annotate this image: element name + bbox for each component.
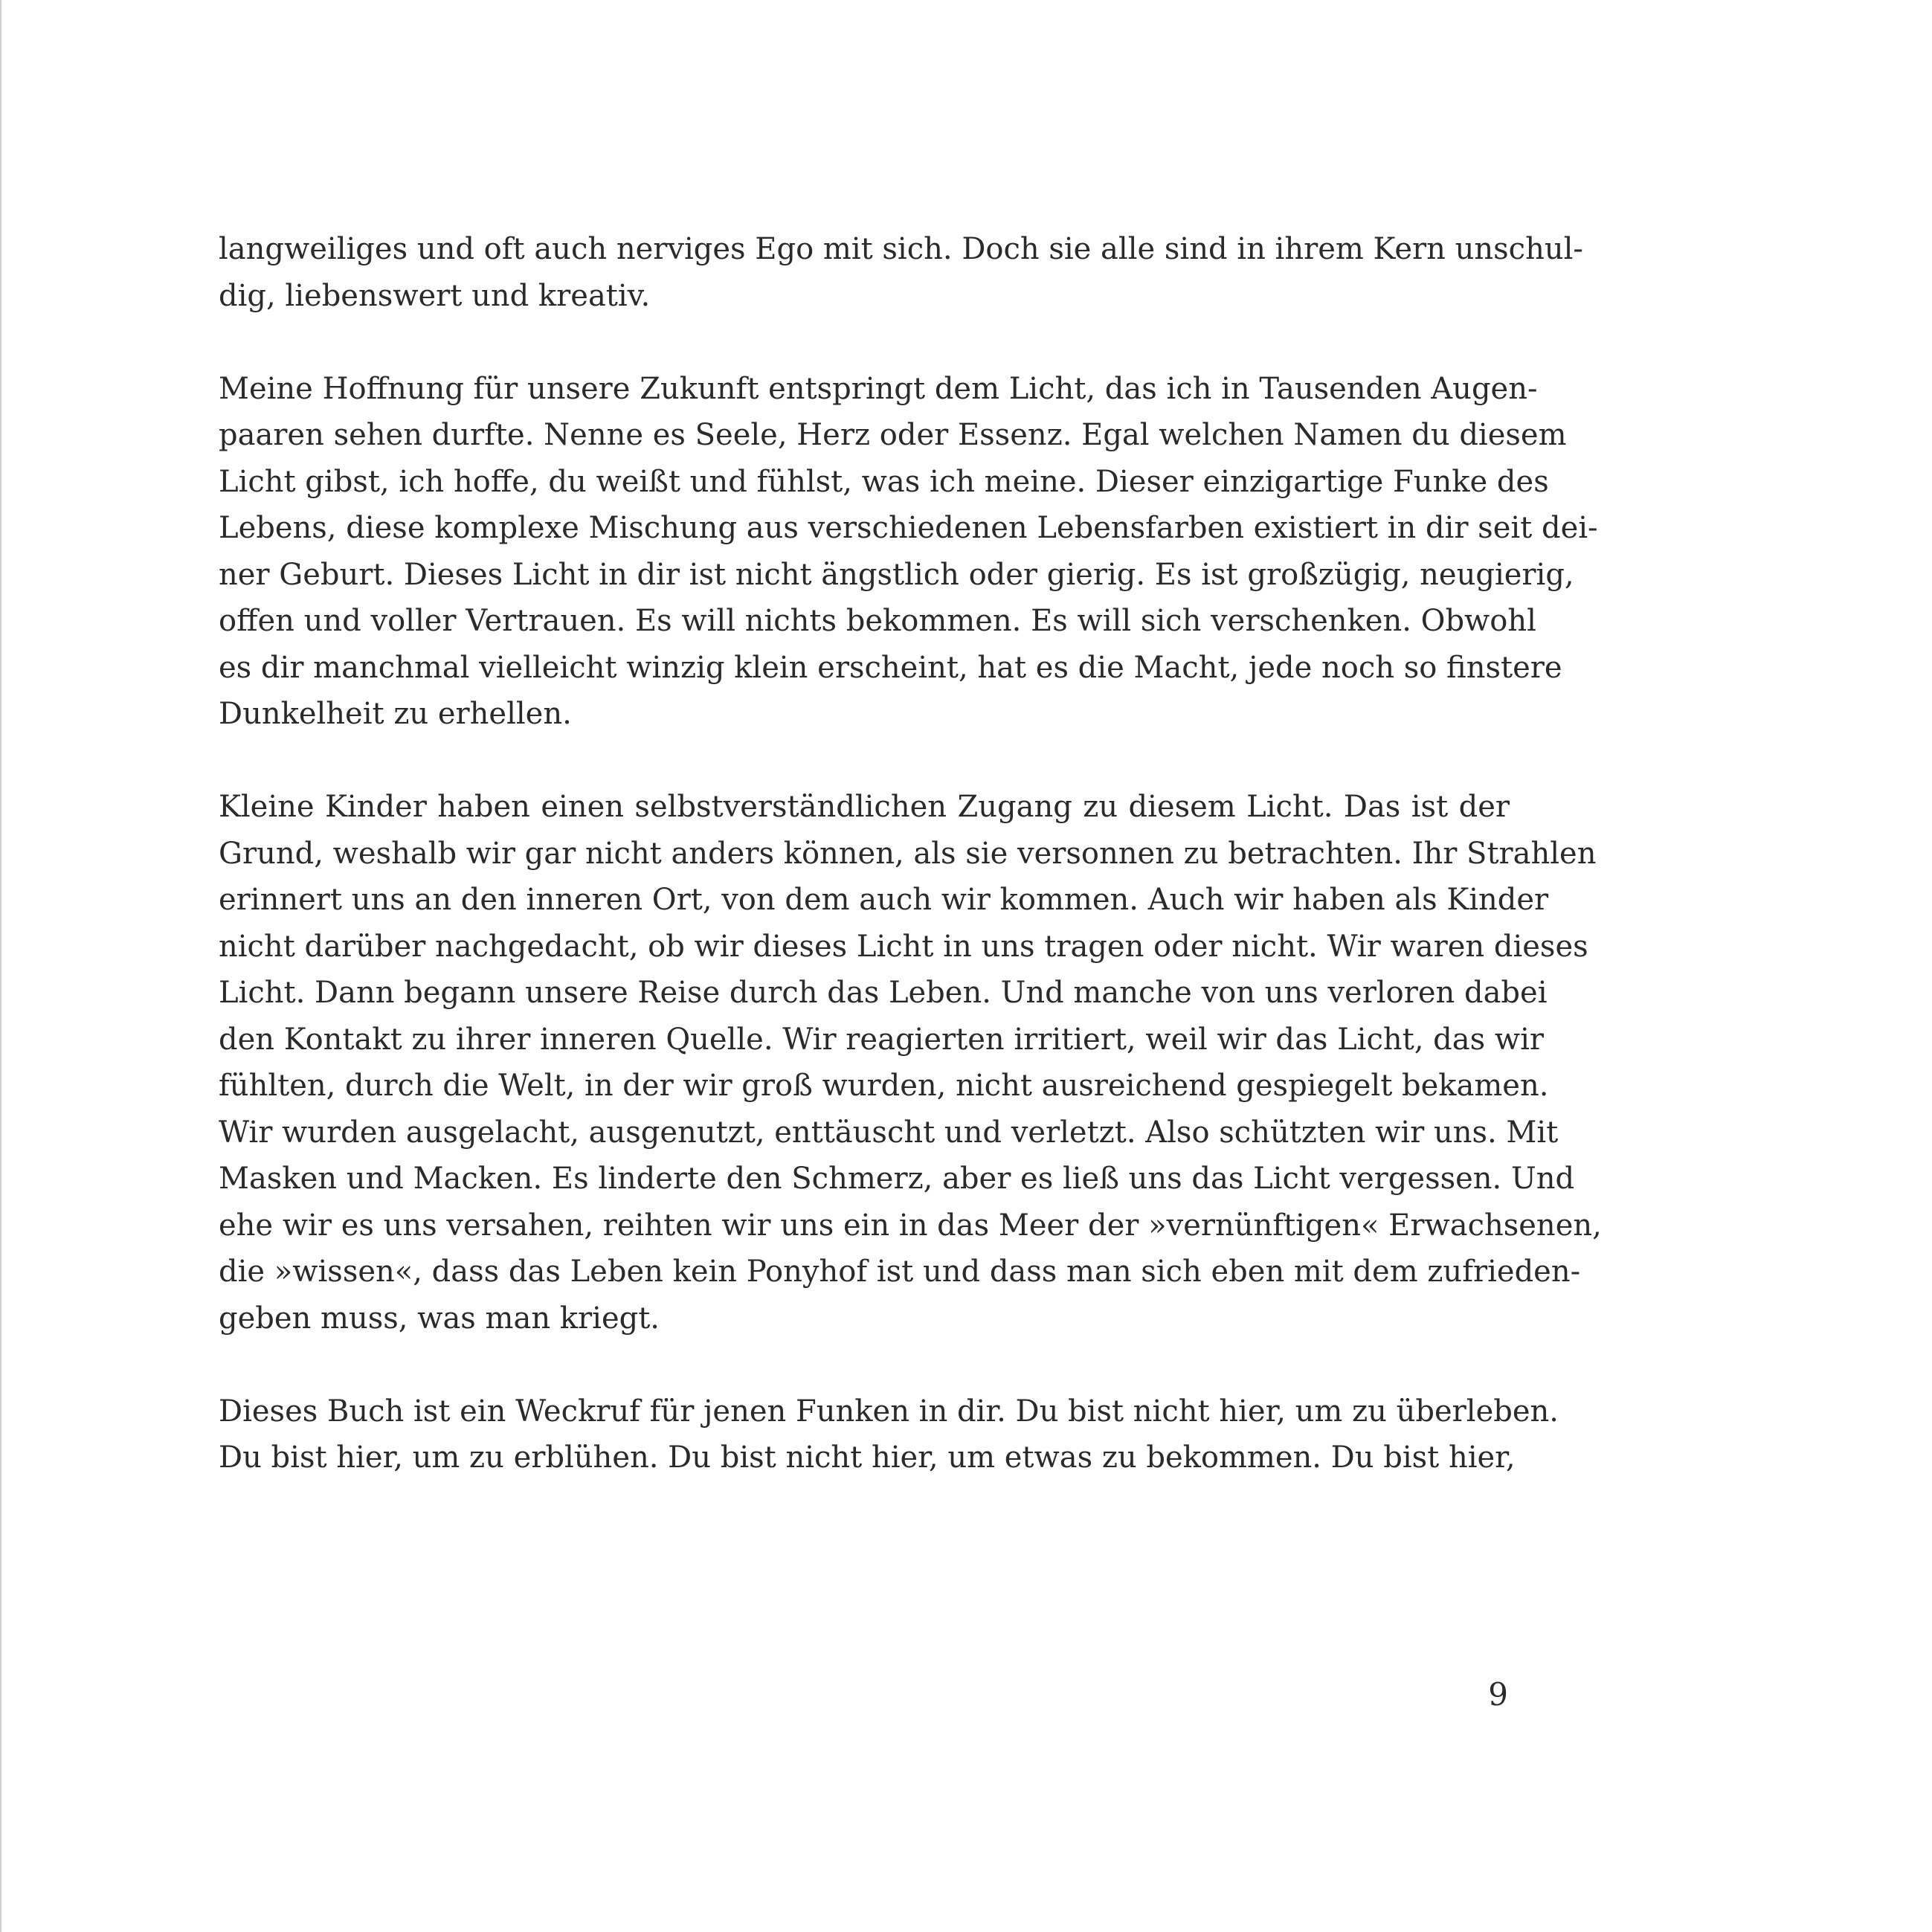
text-line: nicht darüber nachgedacht, ob wir dieses Licht in uns tragen oder nicht. Wir waren dieses	[219, 929, 1588, 964]
text-line: offen und voller Vertrauen. Es will nichts bekommen. Es will sich verschenken. Obwohl	[219, 604, 1536, 638]
text-line: ner Geburt. Dieses Licht in dir ist nicht ängstlich oder gierig. Es ist großzügig, neugierig,	[219, 557, 1574, 592]
text-line: Kleine Kinder haben einen selbstverständlichen Zugang zu diesem Licht. Das ist der	[219, 790, 1510, 824]
text-line: geben muss, was man kriegt.	[219, 1301, 660, 1336]
body-text	[219, 226, 1602, 1527]
text-line: es dir manchmal vielleicht winzig klein erscheint, hat es die Macht, jede noch so finstere	[219, 650, 1562, 685]
text-line: dig, liebenswert und kreativ.	[219, 278, 651, 313]
text-line: erinnert uns an den inneren Ort, von dem auch wir kommen. Auch wir haben als Kinder	[219, 883, 1549, 917]
text-line: Du bist hier, um zu erblühen. Du bist nicht hier, um etwas zu bekommen. Du bist hier,	[219, 1440, 1516, 1475]
text-line: Meine Hoffnung für unsere Zukunft entspringt dem Licht, das ich in Tausenden Augen-	[219, 371, 1538, 406]
text-line: Dunkelheit zu erhellen.	[219, 697, 572, 731]
text-line: Dieses Buch ist ein Weckruf für jenen Funken in dir. Du bist nicht hier, um zu überleben.	[219, 1394, 1559, 1429]
text-line: ehe wir es uns versahen, reihten wir uns ein in das Meer der »vernünftigen« Erwachsenen,	[219, 1208, 1602, 1243]
paragraph-1	[219, 226, 1583, 319]
text-line: paaren sehen durfte. Nenne es Seele, Herz oder Essenz. Egal welchen Namen du diesem	[219, 418, 1567, 452]
paragraph-2	[219, 366, 1598, 738]
text-line: Licht. Dann begann unsere Reise durch das Leben. Und manche von uns verloren dabei	[219, 976, 1548, 1010]
page-number: 9	[1488, 1676, 1508, 1713]
text-line: Lebens, diese komplexe Mischung aus verschiedenen Lebensfarben existiert in dir seit dei-	[219, 511, 1598, 545]
text-line: langweiliges und oft auch nerviges Ego mit sich. Doch sie alle sind in ihrem Kern unschul-	[219, 232, 1583, 266]
text-line: Licht gibst, ich hoffe, du weißt und fühlst, was ich meine. Dieser einzigartige Funke des	[219, 464, 1549, 499]
text-line: Masken und Macken. Es linderte den Schmerz, aber es ließ uns das Licht vergessen. Und	[219, 1162, 1575, 1196]
text-line: die »wissen«, dass das Leben kein Ponyhof ist und dass man sich eben mit dem zufrieden-	[219, 1255, 1581, 1289]
text-line: Wir wurden ausgelacht, ausgenutzt, enttäuscht und verletzt. Also schützten wir uns. Mit	[219, 1115, 1559, 1150]
text-line: den Kontakt zu ihrer inneren Quelle. Wir reagierten irritiert, weil wir das Licht, das wir	[219, 1022, 1544, 1057]
text-line: Grund, weshalb wir gar nicht anders können, als sie versonnen zu betrachten. Ihr Strahlen	[219, 836, 1597, 871]
paragraph-4	[219, 1388, 1559, 1481]
paragraph-3	[219, 784, 1602, 1342]
text-line: fühlten, durch die Welt, in der wir groß wurden, nicht ausreichend gespiegelt bekamen.	[219, 1069, 1549, 1103]
